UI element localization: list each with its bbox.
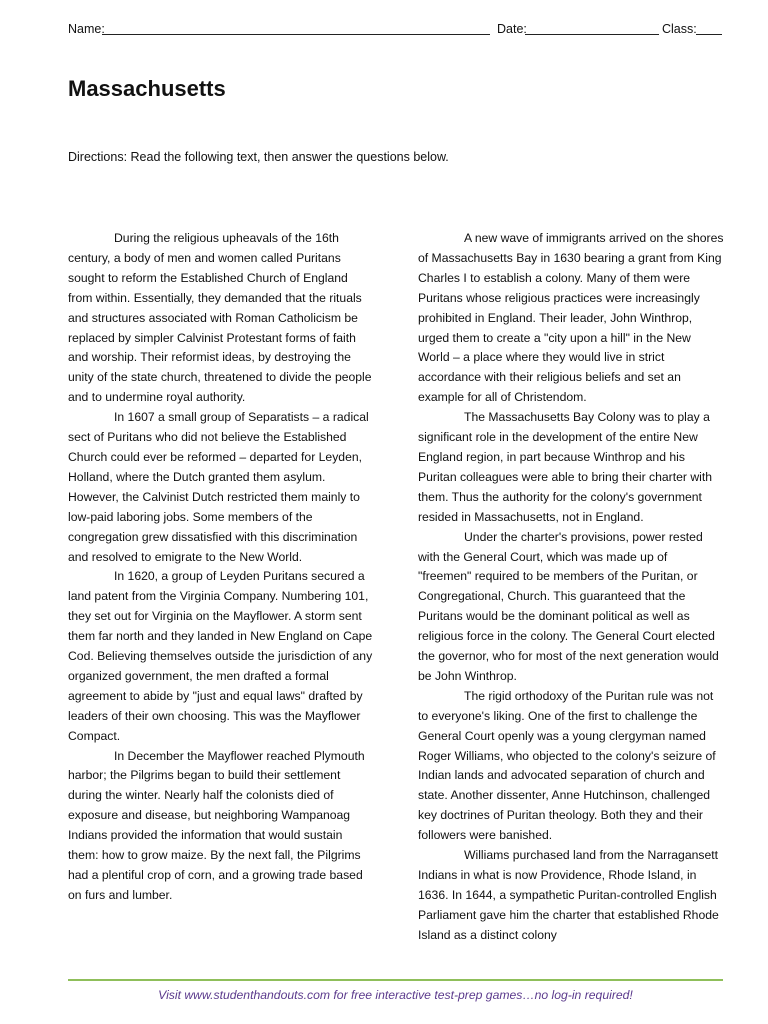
paragraph: During the religious upheavals of the 16th century, a body of men and women called Puritans sought to reform the Established Church of England from within. Essentially, they demanded that the rituals and structures associated with Roman Catholicism be replaced by simpler Calvinist Protestant forms of faith and worship. Their reformist ideas, by destroying the unity of the state church, threatened to divide the people and to undermine royal authority. [68,231,372,405]
class-label: Class: [662,22,697,36]
page-title: Massachusetts [68,76,226,101]
paragraph: The Massachusetts Bay Colony was to play a significant role in the development of the entire New England region, in part because Winthrop and his Puritan colleagues were able to bring their charter with them. Thus the authority for the colony's government resided in Massachusetts, not in England. [418,410,713,524]
student-info-header [68,19,722,39]
directions-text: Directions: Read the following text, then answer the questions below. [68,150,449,164]
footer-divider [68,979,723,981]
class-field[interactable] [696,34,722,35]
paragraph: Williams purchased land from the Narragansett Indians in what is now Providence, Rhode Island, in 1636. In 1644, a sympathetic Puritan-controlled English Parliament gave him the charter that established Rhode Island as a distinct colony [418,848,719,942]
paragraph: A new wave of immigrants arrived on the shores of Massachusetts Bay in 1630 bearing a grant from King Charles I to establish a colony. Many of them were Puritans whose religious practices were increasingly prohibited in England. Their leader, John Winthrop, urged them to create a "city upon a hill" in the New World – a place where they would live in strict accordance with their religious beliefs and set an example for all of Christendom. [418,231,724,405]
left-column [68,229,374,906]
footer-promo-text: Visit www.studenthandouts.com for free interactive test-prep games…no log-in required! [158,988,633,1002]
paragraph: In 1620, a group of Leyden Puritans secured a land patent from the Virginia Company. Numbering 101, they set out for Virginia on the Mayflower. A storm sent them far north and they landed in New England on Cape Cod. Believing themselves outside the jurisdiction of any organized government, the men drafted a formal agreement to abide by "just and equal laws" drafted by leaders of their own choosing. This was the Mayflower Compact. [68,569,373,743]
date-field[interactable] [525,34,659,35]
name-label: Name: [68,22,105,36]
right-column [418,229,724,946]
paragraph: Under the charter's provisions, power rested with the General Court, which was made up of "freemen" required to be members of the Puritan, or Congregational, Church. This guaranteed that the Puritans would be the dominant political as well as religious force in the colony. The General Court elected the governor, who for most of the next generation would be John Winthrop. [418,529,719,683]
name-field[interactable] [102,34,490,35]
paragraph: The rigid orthodoxy of the Puritan rule was not to everyone's liking. One of the first to challenge the General Court openly was a young clergyman named Roger Williams, who objected to the colony's seizure of Indian lands and advocated separation of church and state. Another dissenter, Anne Hutchinson, challenged key doctrines of Puritan theology. Both they and their followers were banished. [418,688,716,843]
date-label: Date: [497,22,527,36]
paragraph: In 1607 a small group of Separatists – a radical sect of Puritans who did not believe the Established Church could ever be reformed – departed for Leyden, Holland, where the Dutch granted them asylum. However, the Calvinist Dutch restricted them mainly to low-paid laboring jobs. Some members of the congregation grew dissatisfied with this discrimination and resolved to emigrate to the New World. [68,410,369,564]
paragraph: In December the Mayflower reached Plymouth harbor; the Pilgrims began to build their settlement during the winter. Nearly half the colonists died of exposure and disease, but neighboring Wampanoag Indians provided the information that would sustain them: how to grow maize. By the next fall, the Pilgrims had a plentiful crop of corn, and a growing trade based on furs and lumber. [68,748,365,902]
